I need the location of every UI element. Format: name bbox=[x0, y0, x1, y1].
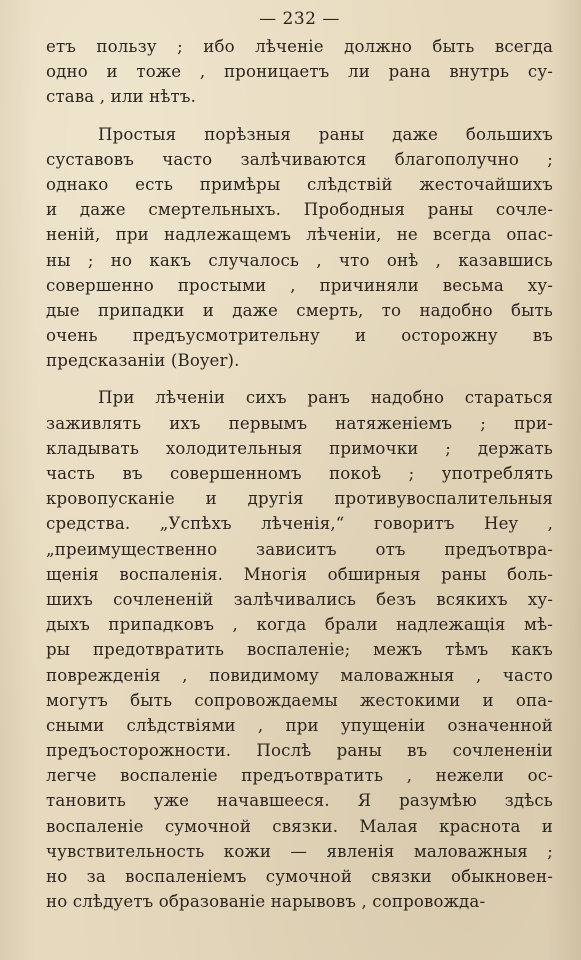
text-line: поврежденія , повидимому маловажныя , часто bbox=[46, 665, 553, 685]
text-line: предсказаніи (Boyer). bbox=[46, 351, 240, 371]
text-line: воспаленіе сумочной связки. Малая краснота и bbox=[46, 816, 553, 836]
text-line: ры предотвратить воспаленіе; межъ тѣмъ какъ bbox=[46, 640, 553, 660]
text-line: средства. „Успѣхъ лѣченія,“ говоритъ Hey , bbox=[46, 514, 553, 534]
body-text bbox=[46, 34, 553, 914]
paragraph bbox=[46, 122, 553, 374]
text-line: кладывать холодительныя примочки ; держать bbox=[46, 438, 553, 458]
text-line: совершенно простыми , причиняли весьма ху- bbox=[46, 275, 553, 295]
text-line: суставовъ часто залѣчиваются благополучно ; bbox=[46, 149, 553, 169]
text-line: ны ; но какъ случалось , что онѣ , казавшись bbox=[46, 250, 553, 270]
text-line: етъ пользу ; ибо лѣченіе должно быть всегда bbox=[46, 37, 553, 56]
text-line: неній, при надлежащемъ лѣченіи, не всегда опас- bbox=[46, 225, 553, 245]
text-line: но слѣдуетъ образованіе нарывовъ , сопровожда- bbox=[46, 892, 486, 912]
text-line: предъосторожности. Послѣ раны въ сочлененіи bbox=[46, 741, 553, 761]
text-line: одно и тоже , проницаетъ ли рана внутрь су- bbox=[46, 62, 553, 82]
page-number: — 232 — bbox=[259, 9, 340, 29]
text-line: „преимущественно зависитъ отъ предъотвра- bbox=[46, 539, 553, 559]
text-line: става , или нѣтъ. bbox=[46, 87, 196, 107]
text-line: При лѣченіи сихъ ранъ надобно стараться bbox=[98, 388, 553, 408]
text-line: Простыя порѣзныя раны даже большихъ bbox=[98, 124, 553, 144]
text-line: шихъ сочлененій залѣчивались безъ всякихъ ху- bbox=[46, 589, 553, 609]
text-line: но за воспаленіемъ сумочной связки обыкновен- bbox=[46, 867, 553, 886]
text-line: щенія воспаленія. Многія обширныя раны боль- bbox=[46, 564, 553, 584]
text-line: дые припадки и даже смерть, то надобно быть bbox=[46, 300, 553, 320]
text-line: сными слѣдствіями , при упущеніи означенной bbox=[46, 715, 553, 735]
text-line: чувствительность кожи — явленія маловажныя ; bbox=[46, 841, 553, 861]
paragraph bbox=[46, 385, 553, 914]
text-line: дыхъ припадковъ , когда брали надлежащія мѣ- bbox=[46, 615, 553, 635]
text-line: тановить уже начавшееся. Я разумѣю здѣсь bbox=[46, 791, 553, 811]
text-line: однако есть примѣры слѣдствій жесточайшихъ bbox=[46, 174, 553, 194]
text-line: легче воспаленіе предъотвратить , нежели ос- bbox=[46, 766, 553, 786]
text-line: очень предъусмотрительну и осторожну въ bbox=[46, 326, 553, 346]
text-line: часть въ совершенномъ покоѣ ; употреблять bbox=[46, 464, 553, 483]
text-line: кровопусканіе и другія противувоспалительныя bbox=[46, 489, 553, 509]
paragraph bbox=[46, 34, 553, 110]
text-line: заживлять ихъ первымъ натяженіемъ ; при- bbox=[46, 413, 553, 433]
text-line: и даже смертельныхъ. Прободныя раны сочле- bbox=[46, 200, 553, 220]
text-line: могутъ быть сопровождаемы жестокими и опа- bbox=[46, 690, 553, 710]
